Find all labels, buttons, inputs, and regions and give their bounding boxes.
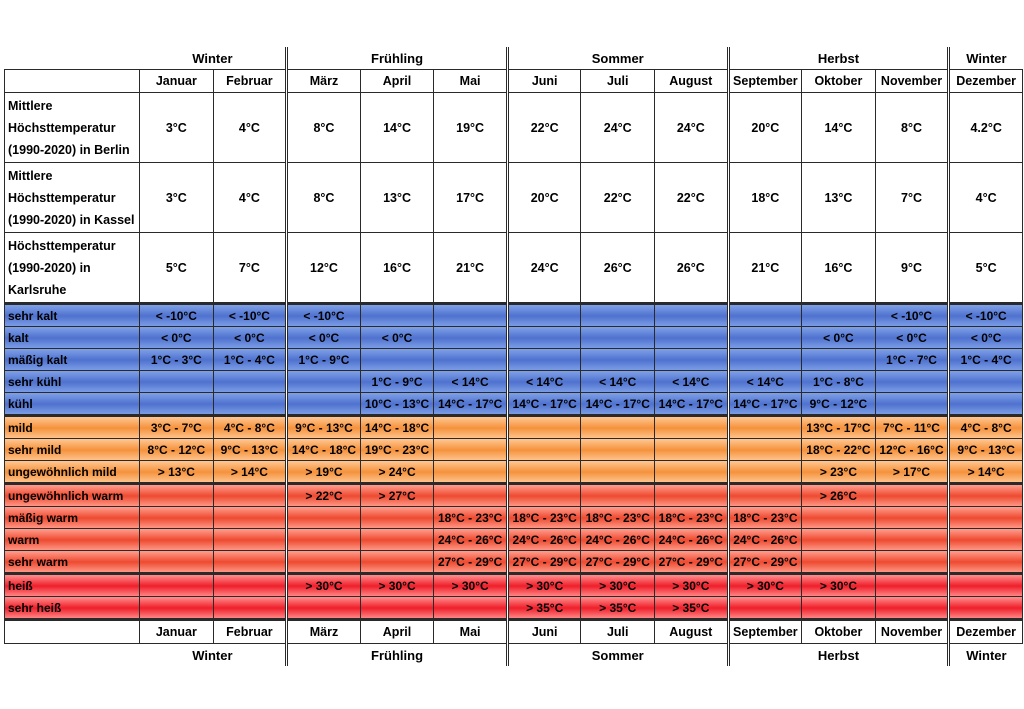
month-footer: November xyxy=(875,620,949,644)
range-cell xyxy=(802,551,876,574)
range-cell xyxy=(949,597,1023,620)
range-cell: < 0°C xyxy=(287,327,361,349)
range-cell: 18°C - 23°C xyxy=(581,507,655,529)
range-cell xyxy=(949,371,1023,393)
range-cell xyxy=(287,371,361,393)
corner-cell xyxy=(5,644,140,667)
temperature-cell: 5°C xyxy=(949,233,1023,304)
month-header: Juli xyxy=(581,70,655,93)
range-cell: 9°C - 13°C xyxy=(949,439,1023,461)
temperature-cell: 5°C xyxy=(140,233,214,304)
range-cell xyxy=(728,461,802,484)
category-label: mild xyxy=(5,416,140,439)
season-label: Herbst xyxy=(728,644,949,667)
range-cell xyxy=(875,574,949,597)
climate-table xyxy=(4,47,1023,666)
temperature-cell: 17°C xyxy=(434,163,508,233)
range-cell xyxy=(802,597,876,620)
range-cell xyxy=(949,393,1023,416)
range-cell: > 14°C xyxy=(949,461,1023,484)
range-cell xyxy=(434,484,508,507)
range-cell: < 0°C xyxy=(875,327,949,349)
range-cell xyxy=(213,393,287,416)
range-cell xyxy=(581,461,655,484)
category-label: kalt xyxy=(5,327,140,349)
range-cell: > 26°C xyxy=(802,484,876,507)
month-header-row xyxy=(5,70,1023,93)
temperature-cell: 14°C xyxy=(360,93,434,163)
range-cell: > 30°C xyxy=(360,574,434,597)
range-cell: > 27°C xyxy=(360,484,434,507)
range-cell: 1°C - 9°C xyxy=(287,349,361,371)
range-cell: 14°C - 17°C xyxy=(507,393,581,416)
range-cell xyxy=(213,597,287,620)
range-cell xyxy=(213,529,287,551)
temperature-cell: 22°C xyxy=(655,163,729,233)
range-cell xyxy=(655,304,729,327)
range-cell: 14°C - 17°C xyxy=(655,393,729,416)
range-cell: 14°C - 17°C xyxy=(581,393,655,416)
range-cell xyxy=(655,484,729,507)
month-footer: Juli xyxy=(581,620,655,644)
range-cell: 1°C - 7°C xyxy=(875,349,949,371)
range-cell: 14°C - 18°C xyxy=(287,439,361,461)
range-cell xyxy=(802,304,876,327)
range-cell xyxy=(507,484,581,507)
range-cell: > 35°C xyxy=(655,597,729,620)
temperature-cell: 20°C xyxy=(728,93,802,163)
range-cell: 9°C - 13°C xyxy=(287,416,361,439)
range-cell: < -10°C xyxy=(949,304,1023,327)
temperature-cell: 12°C xyxy=(287,233,361,304)
range-cell: > 14°C xyxy=(213,461,287,484)
range-cell xyxy=(949,529,1023,551)
temperature-cell: 20°C xyxy=(507,163,581,233)
range-cell xyxy=(802,507,876,529)
category-label: kühl xyxy=(5,393,140,416)
range-cell: > 30°C xyxy=(655,574,729,597)
month-header: Juni xyxy=(507,70,581,93)
temperature-cell: 8°C xyxy=(287,163,361,233)
month-footer: Juni xyxy=(507,620,581,644)
month-footer: März xyxy=(287,620,361,644)
range-cell xyxy=(875,507,949,529)
category-label: heiß xyxy=(5,574,140,597)
temperature-cell: 3°C xyxy=(140,93,214,163)
range-cell xyxy=(581,439,655,461)
month-footer: Oktober xyxy=(802,620,876,644)
range-cell: 18°C - 23°C xyxy=(434,507,508,529)
category-label: mäßig warm xyxy=(5,507,140,529)
range-cell: 18°C - 23°C xyxy=(728,507,802,529)
range-cell xyxy=(434,439,508,461)
range-cell: 19°C - 23°C xyxy=(360,439,434,461)
range-cell: 9°C - 13°C xyxy=(213,439,287,461)
month-footer: Mai xyxy=(434,620,508,644)
temperature-row xyxy=(5,163,1023,233)
category-row xyxy=(5,439,1023,461)
temperature-cell: 4°C xyxy=(213,163,287,233)
range-cell: > 30°C xyxy=(802,574,876,597)
range-cell: < 0°C xyxy=(213,327,287,349)
category-row xyxy=(5,304,1023,327)
range-cell xyxy=(507,304,581,327)
month-footer-row xyxy=(5,620,1023,644)
temperature-cell: 16°C xyxy=(360,233,434,304)
range-cell: 24°C - 26°C xyxy=(434,529,508,551)
range-cell xyxy=(949,484,1023,507)
range-cell xyxy=(875,371,949,393)
month-footer: August xyxy=(655,620,729,644)
corner-cell xyxy=(5,620,140,644)
range-cell xyxy=(287,393,361,416)
temperature-row xyxy=(5,93,1023,163)
temperature-cell: 21°C xyxy=(728,233,802,304)
row-label: Mittlere Höchsttemperatur (1990-2020) in Berlin xyxy=(5,93,140,163)
month-footer: September xyxy=(728,620,802,644)
range-cell: 10°C - 13°C xyxy=(360,393,434,416)
temperature-cell: 13°C xyxy=(360,163,434,233)
range-cell xyxy=(949,574,1023,597)
category-row xyxy=(5,551,1023,574)
range-cell: > 30°C xyxy=(287,574,361,597)
range-cell: 1°C - 3°C xyxy=(140,349,214,371)
month-header: Oktober xyxy=(802,70,876,93)
category-label: warm xyxy=(5,529,140,551)
range-cell xyxy=(140,574,214,597)
range-cell xyxy=(287,597,361,620)
month-footer: Februar xyxy=(213,620,287,644)
range-cell xyxy=(360,551,434,574)
range-cell xyxy=(287,529,361,551)
range-cell xyxy=(875,393,949,416)
range-cell: < 14°C xyxy=(655,371,729,393)
category-row xyxy=(5,416,1023,439)
season-label: Frühling xyxy=(287,644,508,667)
season-header-row xyxy=(5,47,1023,70)
month-footer: Dezember xyxy=(949,620,1023,644)
range-cell xyxy=(655,349,729,371)
range-cell xyxy=(213,574,287,597)
range-cell xyxy=(360,507,434,529)
range-cell: 14°C - 17°C xyxy=(728,393,802,416)
range-cell xyxy=(655,439,729,461)
range-cell xyxy=(507,349,581,371)
range-cell xyxy=(434,461,508,484)
category-label: ungewöhnlich mild xyxy=(5,461,140,484)
range-cell: < 0°C xyxy=(949,327,1023,349)
range-cell xyxy=(434,416,508,439)
range-cell: > 30°C xyxy=(581,574,655,597)
temperature-cell: 7°C xyxy=(213,233,287,304)
range-cell: 7°C - 11°C xyxy=(875,416,949,439)
range-cell: 13°C - 17°C xyxy=(802,416,876,439)
range-cell: 1°C - 9°C xyxy=(360,371,434,393)
range-cell xyxy=(875,484,949,507)
range-cell: 27°C - 29°C xyxy=(655,551,729,574)
range-cell xyxy=(728,349,802,371)
range-cell xyxy=(655,416,729,439)
category-label: ungewöhnlich warm xyxy=(5,484,140,507)
range-cell: 4°C - 8°C xyxy=(213,416,287,439)
range-cell xyxy=(434,304,508,327)
range-cell xyxy=(140,507,214,529)
range-cell: 1°C - 8°C xyxy=(802,371,876,393)
month-header: August xyxy=(655,70,729,93)
category-row xyxy=(5,597,1023,620)
season-label: Sommer xyxy=(507,47,728,70)
range-cell: 3°C - 7°C xyxy=(140,416,214,439)
range-cell: < -10°C xyxy=(875,304,949,327)
range-cell xyxy=(949,507,1023,529)
range-cell: < 0°C xyxy=(360,327,434,349)
range-cell: 27°C - 29°C xyxy=(728,551,802,574)
range-cell: > 35°C xyxy=(581,597,655,620)
temperature-cell: 26°C xyxy=(581,233,655,304)
season-label: Winter xyxy=(140,47,287,70)
category-row xyxy=(5,349,1023,371)
range-cell xyxy=(875,597,949,620)
temperature-cell: 7°C xyxy=(875,163,949,233)
season-label: Winter xyxy=(949,47,1023,70)
category-label: sehr kühl xyxy=(5,371,140,393)
temperature-cell: 24°C xyxy=(507,233,581,304)
category-label: sehr kalt xyxy=(5,304,140,327)
category-row xyxy=(5,484,1023,507)
month-footer: April xyxy=(360,620,434,644)
range-cell: 27°C - 29°C xyxy=(507,551,581,574)
range-cell: 18°C - 23°C xyxy=(507,507,581,529)
category-row xyxy=(5,507,1023,529)
month-header: September xyxy=(728,70,802,93)
range-cell xyxy=(213,484,287,507)
range-cell xyxy=(434,349,508,371)
range-cell xyxy=(655,327,729,349)
range-cell xyxy=(213,551,287,574)
range-cell: 24°C - 26°C xyxy=(655,529,729,551)
row-label: Mittlere Höchsttemperatur (1990-2020) in Kassel xyxy=(5,163,140,233)
range-cell xyxy=(728,597,802,620)
range-cell xyxy=(140,484,214,507)
corner-cell xyxy=(5,47,140,70)
range-cell xyxy=(581,327,655,349)
range-cell xyxy=(140,371,214,393)
month-header: Februar xyxy=(213,70,287,93)
range-cell xyxy=(802,349,876,371)
range-cell: < 14°C xyxy=(434,371,508,393)
range-cell: < -10°C xyxy=(213,304,287,327)
range-cell: < -10°C xyxy=(140,304,214,327)
range-cell xyxy=(655,461,729,484)
range-cell: 12°C - 16°C xyxy=(875,439,949,461)
range-cell: 18°C - 23°C xyxy=(655,507,729,529)
category-label: sehr mild xyxy=(5,439,140,461)
range-cell xyxy=(140,529,214,551)
range-cell xyxy=(360,304,434,327)
temperature-cell: 24°C xyxy=(655,93,729,163)
range-cell xyxy=(360,597,434,620)
range-cell xyxy=(140,597,214,620)
range-cell: 27°C - 29°C xyxy=(581,551,655,574)
range-cell xyxy=(287,551,361,574)
range-cell xyxy=(728,327,802,349)
temperature-cell: 13°C xyxy=(802,163,876,233)
range-cell xyxy=(213,507,287,529)
range-cell: > 13°C xyxy=(140,461,214,484)
range-cell xyxy=(507,416,581,439)
range-cell: > 24°C xyxy=(360,461,434,484)
temperature-cell: 4°C xyxy=(213,93,287,163)
temperature-cell: 8°C xyxy=(287,93,361,163)
temperature-cell: 4.2°C xyxy=(949,93,1023,163)
temperature-cell: 8°C xyxy=(875,93,949,163)
category-row xyxy=(5,529,1023,551)
month-header: Dezember xyxy=(949,70,1023,93)
temperature-cell: 3°C xyxy=(140,163,214,233)
range-cell: 14°C - 17°C xyxy=(434,393,508,416)
category-label: mäßig kalt xyxy=(5,349,140,371)
temperature-cell: 22°C xyxy=(581,163,655,233)
month-header: Mai xyxy=(434,70,508,93)
range-cell xyxy=(581,304,655,327)
range-cell xyxy=(728,439,802,461)
temperature-cell: 21°C xyxy=(434,233,508,304)
category-label: sehr warm xyxy=(5,551,140,574)
category-row xyxy=(5,371,1023,393)
temperature-cell: 26°C xyxy=(655,233,729,304)
category-row xyxy=(5,461,1023,484)
season-label: Frühling xyxy=(287,47,508,70)
range-cell: > 30°C xyxy=(728,574,802,597)
range-cell xyxy=(802,529,876,551)
temperature-cell: 22°C xyxy=(507,93,581,163)
range-cell xyxy=(581,349,655,371)
range-cell: 8°C - 12°C xyxy=(140,439,214,461)
range-cell xyxy=(287,507,361,529)
season-label: Herbst xyxy=(728,47,949,70)
range-cell xyxy=(434,327,508,349)
range-cell xyxy=(507,439,581,461)
range-cell: > 19°C xyxy=(287,461,361,484)
season-label: Sommer xyxy=(507,644,728,667)
range-cell: 24°C - 26°C xyxy=(728,529,802,551)
temperature-cell: 16°C xyxy=(802,233,876,304)
temperature-cell: 18°C xyxy=(728,163,802,233)
range-cell xyxy=(507,461,581,484)
category-row xyxy=(5,393,1023,416)
range-cell xyxy=(360,529,434,551)
category-label: sehr heiß xyxy=(5,597,140,620)
range-cell xyxy=(875,551,949,574)
range-cell: < 14°C xyxy=(581,371,655,393)
range-cell: 18°C - 22°C xyxy=(802,439,876,461)
range-cell xyxy=(875,529,949,551)
category-row xyxy=(5,574,1023,597)
range-cell xyxy=(507,327,581,349)
range-cell xyxy=(213,371,287,393)
range-cell: > 30°C xyxy=(507,574,581,597)
season-header-row xyxy=(5,644,1023,667)
range-cell xyxy=(728,304,802,327)
range-cell: > 22°C xyxy=(287,484,361,507)
range-cell: > 23°C xyxy=(802,461,876,484)
range-cell: 24°C - 26°C xyxy=(507,529,581,551)
range-cell: > 30°C xyxy=(434,574,508,597)
season-label: Winter xyxy=(949,644,1023,667)
range-cell xyxy=(140,551,214,574)
temperature-cell: 4°C xyxy=(949,163,1023,233)
range-cell: < 0°C xyxy=(802,327,876,349)
temperature-cell: 9°C xyxy=(875,233,949,304)
range-cell: 4°C - 8°C xyxy=(949,416,1023,439)
range-cell: 24°C - 26°C xyxy=(581,529,655,551)
temperature-cell: 14°C xyxy=(802,93,876,163)
range-cell xyxy=(728,484,802,507)
range-cell: < -10°C xyxy=(287,304,361,327)
range-cell xyxy=(581,484,655,507)
range-cell: 9°C - 12°C xyxy=(802,393,876,416)
category-row xyxy=(5,327,1023,349)
temperature-cell: 24°C xyxy=(581,93,655,163)
month-header: Januar xyxy=(140,70,214,93)
range-cell: > 17°C xyxy=(875,461,949,484)
range-cell xyxy=(360,349,434,371)
range-cell: > 35°C xyxy=(507,597,581,620)
corner-cell xyxy=(5,70,140,93)
range-cell: < 14°C xyxy=(507,371,581,393)
range-cell xyxy=(581,416,655,439)
range-cell xyxy=(728,416,802,439)
temperature-row xyxy=(5,233,1023,304)
month-footer: Januar xyxy=(140,620,214,644)
range-cell: 14°C - 18°C xyxy=(360,416,434,439)
month-header: März xyxy=(287,70,361,93)
range-cell xyxy=(949,551,1023,574)
range-cell: < 0°C xyxy=(140,327,214,349)
range-cell: 27°C - 29°C xyxy=(434,551,508,574)
row-label: Höchsttemperatur (1990-2020) in Karlsruhe xyxy=(5,233,140,304)
range-cell xyxy=(434,597,508,620)
temperature-cell: 19°C xyxy=(434,93,508,163)
month-header: November xyxy=(875,70,949,93)
range-cell xyxy=(140,393,214,416)
season-label: Winter xyxy=(192,647,233,663)
range-cell: 1°C - 4°C xyxy=(949,349,1023,371)
month-header: April xyxy=(360,70,434,93)
range-cell: 1°C - 4°C xyxy=(213,349,287,371)
range-cell: < 14°C xyxy=(728,371,802,393)
